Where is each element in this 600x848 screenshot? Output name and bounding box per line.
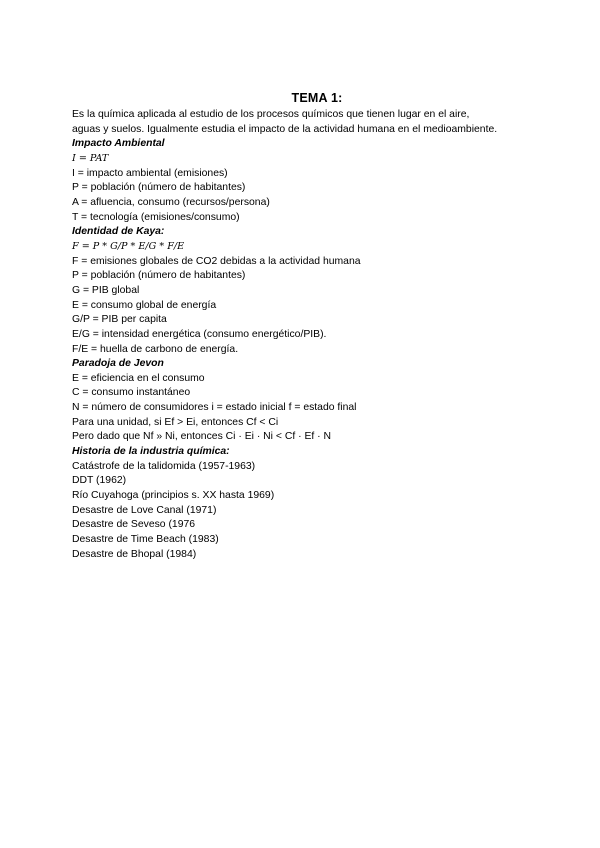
definition-line: I = impacto ambiental (emisiones): [72, 167, 228, 179]
definition-line: G/P = PIB per capita: [72, 314, 167, 326]
definition-line: Pero dado que Nf » Ni, entonces Ci · Ei · Ni < Cf · Ef · N: [72, 431, 331, 443]
definition-line: G = PIB global: [72, 284, 140, 296]
history-item: Desastre de Bhopal (1984): [72, 548, 197, 560]
definition-line: T = tecnología (emisiones/consumo): [72, 211, 240, 223]
document-body: [72, 91, 542, 562]
definition-line: Para una unidad, si Ef > Ei, entonces Cf < Ci: [72, 416, 279, 428]
history-item: Río Cuyahoga (principios s. XX hasta 1969): [72, 490, 275, 502]
formula-ipat: I = PAT: [72, 152, 109, 164]
section-heading-historia: Historia de la industria química:: [72, 446, 230, 458]
history-item: DDT (1962): [72, 475, 127, 487]
definition-line: P = población (número de habitantes): [72, 182, 246, 194]
page-title: TEMA 1:: [291, 91, 343, 105]
definition-line: F/E = huella de carbono de energía.: [72, 343, 239, 355]
formula-kaya: F = P * G/P * E/G * F/E: [72, 240, 185, 252]
section-heading-jevon: Paradoja de Jevon: [72, 358, 164, 370]
definition-line: E = consumo global de energía: [72, 299, 217, 311]
section-heading-kaya: Identidad de Kaya:: [72, 226, 165, 238]
definition-line: P = población (número de habitantes): [72, 270, 246, 282]
history-item: Desastre de Love Canal (1971): [72, 504, 217, 516]
history-item: Catástrofe de la talidomida (1957-1963): [72, 460, 256, 472]
intro-line: Es la química aplicada al estudio de los procesos químicos que tienen lugar en el aire,: [72, 109, 470, 120]
definition-line: E/G = intensidad energética (consumo energético/PIB).: [72, 328, 327, 340]
history-item: Desastre de Time Beach (1983): [72, 534, 219, 546]
definition-line: N = número de consumidores i = estado inicial f = estado final: [72, 402, 357, 414]
definition-line: A = afluencia, consumo (recursos/persona): [72, 196, 270, 208]
intro-line: aguas y suelos. Igualmente estudia el impacto de la actividad humana en el medioambiente.: [72, 123, 498, 135]
definition-line: F = emisiones globales de CO2 debidas a la actividad humana: [72, 255, 361, 267]
definition-line: C = consumo instantáneo: [72, 387, 191, 399]
section-heading-impacto-ambiental: Impacto Ambiental: [72, 138, 165, 150]
history-item: Desastre de Seveso (1976: [72, 519, 196, 531]
definition-line: E = eficiencia en el consumo: [72, 372, 205, 384]
